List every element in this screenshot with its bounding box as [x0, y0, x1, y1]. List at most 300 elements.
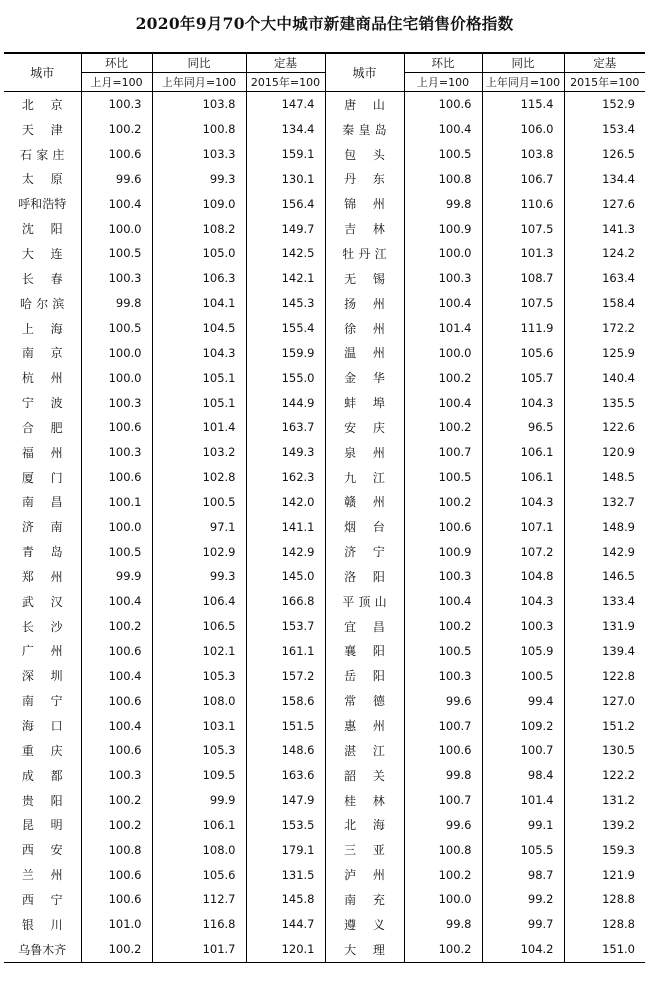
yoy-cell: 100.8: [152, 117, 246, 142]
fixed-base-cell: 153.5: [246, 812, 325, 837]
city-name: 湛江: [344, 743, 402, 758]
yoy-cell: 104.8: [482, 564, 564, 589]
fixed-base-cell: 179.1: [246, 837, 325, 862]
mom-cell: 99.8: [404, 763, 482, 788]
fixed-base-cell: 144.9: [246, 390, 325, 415]
city-cell: [325, 390, 404, 415]
yoy-cell: 97.1: [152, 514, 246, 539]
city-name: 南昌: [21, 495, 80, 510]
yoy-cell: 104.3: [152, 340, 246, 365]
city-name: 深圳: [21, 669, 80, 684]
city-name: 西安: [21, 843, 80, 858]
city-cell: [4, 912, 81, 937]
mom-cell: 99.6: [81, 167, 152, 192]
city-name: 烟台: [344, 520, 402, 535]
mom-cell: 100.8: [81, 837, 152, 862]
mom-cell: 100.9: [404, 539, 482, 564]
city-name: 郑州: [21, 569, 80, 584]
yoy-cell: 98.4: [482, 763, 564, 788]
mom-cell: 100.3: [81, 763, 152, 788]
city-cell: [325, 266, 404, 291]
mom-cell: 100.4: [81, 191, 152, 216]
mom-cell: 100.5: [404, 465, 482, 490]
city-column-header-2: 城市: [325, 53, 404, 92]
yoy-cell: 101.3: [482, 241, 564, 266]
city-cell: [4, 713, 81, 738]
city-name: 南充: [344, 892, 402, 907]
city-name: 太原: [21, 172, 80, 187]
fixed-base-cell: 131.9: [564, 614, 645, 639]
mom-cell: 100.6: [81, 465, 152, 490]
city-cell: [4, 440, 81, 465]
city-cell: [325, 465, 404, 490]
yoy-cell: 112.7: [152, 887, 246, 912]
yoy-cell: 105.5: [482, 837, 564, 862]
fixed-base-cell: 120.1: [246, 937, 325, 962]
fixed-base-cell: 141.3: [564, 216, 645, 241]
table-row: [4, 316, 645, 341]
yoy-cell: 115.4: [482, 92, 564, 117]
city-name: 吉林: [344, 222, 402, 237]
fixed-base-cell: 140.4: [564, 365, 645, 390]
table-row: [4, 514, 645, 539]
city-name: 扬州: [344, 296, 402, 311]
yoy-cell: 109.5: [152, 763, 246, 788]
fixed-base-cell: 153.4: [564, 117, 645, 142]
mom-cell: 100.2: [404, 415, 482, 440]
city-name: 韶关: [344, 768, 402, 783]
table-row: [4, 415, 645, 440]
fixed-base-cell: 142.1: [246, 266, 325, 291]
yoy-cell: 104.3: [482, 390, 564, 415]
yoy-cell: 109.0: [152, 191, 246, 216]
yoy-cell: 107.2: [482, 539, 564, 564]
fixed-base-cell: 158.4: [564, 291, 645, 316]
table-row: [4, 663, 645, 688]
fixed-base-cell: 131.2: [564, 788, 645, 813]
mom-cell: 100.4: [404, 291, 482, 316]
yoy-cell: 111.9: [482, 316, 564, 341]
fixed-base-cell: 148.9: [564, 514, 645, 539]
city-name: 贵阳: [21, 793, 80, 808]
city-cell: [325, 539, 404, 564]
mom-cell: 100.4: [404, 589, 482, 614]
yoy-cell: 105.1: [152, 365, 246, 390]
yoy-cell: 108.7: [482, 266, 564, 291]
yoy-cell: 105.6: [152, 862, 246, 887]
city-cell: [325, 365, 404, 390]
city-cell: [325, 340, 404, 365]
mom-cell: 100.4: [81, 589, 152, 614]
mom-cell: 100.4: [81, 663, 152, 688]
city-cell: [4, 614, 81, 639]
mom-cell: 100.0: [81, 514, 152, 539]
mom-cell: 100.8: [404, 837, 482, 862]
table-row: [4, 291, 645, 316]
table-row: [4, 738, 645, 763]
mom-cell: 100.5: [404, 142, 482, 167]
city-cell: [325, 663, 404, 688]
mom-cell: 100.3: [81, 92, 152, 117]
city-cell: [4, 117, 81, 142]
city-cell: [325, 142, 404, 167]
city-cell: [325, 316, 404, 341]
city-cell: [4, 216, 81, 241]
fixed-base-cell: 126.5: [564, 142, 645, 167]
yoy-cell: 105.9: [482, 639, 564, 664]
yoy-cell: 102.1: [152, 639, 246, 664]
city-cell: [4, 92, 81, 117]
city-column-header: 城市: [4, 53, 81, 92]
fixed-base-cell: 120.9: [564, 440, 645, 465]
table-row: [4, 340, 645, 365]
yoy-cell: 99.9: [152, 788, 246, 813]
city-cell: [4, 663, 81, 688]
fixed-base-cell: 144.7: [246, 912, 325, 937]
mom-cell: 100.7: [404, 713, 482, 738]
city-cell: [325, 862, 404, 887]
mom-base-subheader: 上月=100: [81, 73, 152, 92]
mom-cell: 100.5: [81, 316, 152, 341]
fixed-base-cell: 146.5: [564, 564, 645, 589]
city-cell: [4, 191, 81, 216]
yoy-cell: 101.7: [152, 937, 246, 962]
table-row: [4, 589, 645, 614]
fixed-base-cell: 122.6: [564, 415, 645, 440]
city-cell: [325, 887, 404, 912]
yoy-cell: 99.3: [152, 564, 246, 589]
fixed-base-cell: 125.9: [564, 340, 645, 365]
fixed-base-cell: 159.9: [246, 340, 325, 365]
yoy-cell: 103.8: [482, 142, 564, 167]
table-row: [4, 564, 645, 589]
fixed-base-cell: 163.6: [246, 763, 325, 788]
city-name: 惠州: [344, 719, 402, 734]
fixed-base-cell: 149.3: [246, 440, 325, 465]
mom-cell: 99.6: [404, 688, 482, 713]
city-name: 北京: [21, 97, 80, 112]
city-cell: [4, 241, 81, 266]
city-cell: [325, 92, 404, 117]
city-name: 乌鲁木齐: [18, 942, 67, 957]
fixed-base-cell: 122.2: [564, 763, 645, 788]
city-name: 徐州: [344, 321, 402, 336]
yoy-cell: 109.2: [482, 713, 564, 738]
fixed-base-column-header-2: 定基: [564, 53, 645, 73]
fixed-base-cell: 155.0: [246, 365, 325, 390]
mom-cell: 100.2: [81, 614, 152, 639]
city-cell: [4, 812, 81, 837]
city-cell: [4, 266, 81, 291]
mom-cell: 100.4: [404, 390, 482, 415]
fixed-base-cell: 156.4: [246, 191, 325, 216]
city-cell: [325, 440, 404, 465]
city-name: 平顶山: [342, 594, 391, 609]
yoy-cell: 110.6: [482, 191, 564, 216]
city-cell: [325, 788, 404, 813]
mom-cell: 100.3: [81, 440, 152, 465]
yoy-cell: 103.3: [152, 142, 246, 167]
city-cell: [4, 142, 81, 167]
city-name: 哈尔滨: [20, 296, 69, 311]
city-name: 重庆: [21, 743, 80, 758]
yoy-cell: 106.5: [152, 614, 246, 639]
fixed-base-cell: 128.8: [564, 887, 645, 912]
city-name: 合肥: [21, 420, 80, 435]
fixed-base-subheader-2: 2015年=100: [564, 73, 645, 92]
table-row: [4, 614, 645, 639]
city-cell: [4, 937, 81, 962]
city-name: 宁波: [21, 396, 80, 411]
table-row: [4, 539, 645, 564]
yoy-cell: 106.1: [152, 812, 246, 837]
yoy-cell: 105.3: [152, 663, 246, 688]
city-cell: [4, 316, 81, 341]
fixed-base-cell: 161.1: [246, 639, 325, 664]
city-cell: [325, 837, 404, 862]
mom-cell: 100.3: [404, 564, 482, 589]
city-name: 杭州: [21, 371, 80, 386]
city-cell: [325, 614, 404, 639]
table-row: [4, 465, 645, 490]
city-name: 九江: [344, 470, 402, 485]
city-cell: [325, 564, 404, 589]
fixed-base-cell: 127.6: [564, 191, 645, 216]
page-title: 2020年9月70个大中城市新建商品住宅销售价格指数: [135, 14, 514, 33]
yoy-cell: 108.2: [152, 216, 246, 241]
city-cell: [325, 291, 404, 316]
fixed-base-cell: 162.3: [246, 465, 325, 490]
yoy-cell: 107.5: [482, 291, 564, 316]
yoy-cell: 101.4: [152, 415, 246, 440]
city-cell: [4, 688, 81, 713]
city-cell: [4, 862, 81, 887]
fixed-base-cell: 142.5: [246, 241, 325, 266]
city-cell: [325, 912, 404, 937]
city-name: 宜昌: [344, 619, 402, 634]
yoy-cell: 96.5: [482, 415, 564, 440]
city-name: 岳阳: [344, 669, 402, 684]
yoy-cell: 104.1: [152, 291, 246, 316]
table-row: [4, 887, 645, 912]
city-cell: [325, 713, 404, 738]
yoy-base-subheader: 上年同月=100: [152, 73, 246, 92]
fixed-base-cell: 142.9: [564, 539, 645, 564]
city-name: 济宁: [344, 545, 402, 560]
table-row: [4, 117, 645, 142]
fixed-base-cell: 145.3: [246, 291, 325, 316]
city-name: 广州: [21, 644, 80, 659]
fixed-base-cell: 139.4: [564, 639, 645, 664]
city-cell: [325, 812, 404, 837]
mom-cell: 100.0: [404, 887, 482, 912]
mom-cell: 99.8: [404, 191, 482, 216]
city-name: 厦门: [21, 470, 80, 485]
city-name: 南宁: [21, 694, 80, 709]
city-cell: [325, 589, 404, 614]
table-row: [4, 837, 645, 862]
fixed-base-cell: 163.7: [246, 415, 325, 440]
mom-cell: 101.0: [81, 912, 152, 937]
fixed-base-cell: 134.4: [564, 167, 645, 192]
yoy-cell: 102.8: [152, 465, 246, 490]
yoy-cell: 116.8: [152, 912, 246, 937]
fixed-base-cell: 141.1: [246, 514, 325, 539]
yoy-cell: 105.3: [152, 738, 246, 763]
fixed-base-subheader: 2015年=100: [246, 73, 325, 92]
yoy-cell: 105.1: [152, 390, 246, 415]
yoy-cell: 108.0: [152, 837, 246, 862]
city-name: 洛阳: [344, 569, 402, 584]
mom-cell: 99.8: [81, 291, 152, 316]
mom-cell: 100.5: [81, 539, 152, 564]
yoy-cell: 106.1: [482, 465, 564, 490]
city-cell: [325, 241, 404, 266]
yoy-cell: 99.7: [482, 912, 564, 937]
table-row: [4, 191, 645, 216]
city-cell: [4, 887, 81, 912]
mom-cell: 100.6: [81, 887, 152, 912]
city-name: 大理: [344, 942, 402, 957]
city-name: 秦皇岛: [342, 122, 391, 137]
city-name: 呼和浩特: [18, 197, 67, 212]
yoy-cell: 105.7: [482, 365, 564, 390]
yoy-cell: 106.1: [482, 440, 564, 465]
mom-cell: 100.2: [404, 365, 482, 390]
yoy-cell: 103.2: [152, 440, 246, 465]
yoy-column-header-2: 同比: [482, 53, 564, 73]
city-name: 沈阳: [21, 222, 80, 237]
mom-cell: 100.0: [404, 340, 482, 365]
city-cell: [325, 763, 404, 788]
fixed-base-cell: 163.4: [564, 266, 645, 291]
yoy-cell: 106.7: [482, 167, 564, 192]
mom-cell: 100.5: [81, 241, 152, 266]
city-name: 银川: [21, 917, 80, 932]
city-name: 温州: [344, 346, 402, 361]
fixed-base-cell: 148.6: [246, 738, 325, 763]
mom-cell: 100.6: [81, 415, 152, 440]
city-cell: [4, 738, 81, 763]
fixed-base-cell: 130.1: [246, 167, 325, 192]
city-name: 蚌埠: [344, 396, 402, 411]
yoy-cell: 100.7: [482, 738, 564, 763]
city-name: 福州: [21, 445, 80, 460]
city-cell: [4, 167, 81, 192]
city-name: 牡丹江: [342, 246, 391, 261]
yoy-column-header: 同比: [152, 53, 246, 73]
city-cell: [4, 490, 81, 515]
city-cell: [325, 738, 404, 763]
table-row: [4, 937, 645, 962]
mom-cell: 100.0: [81, 340, 152, 365]
city-name: 上海: [21, 321, 80, 336]
fixed-base-cell: 159.1: [246, 142, 325, 167]
yoy-cell: 107.1: [482, 514, 564, 539]
city-name: 遵义: [344, 917, 402, 932]
city-cell: [325, 415, 404, 440]
yoy-cell: 104.3: [482, 490, 564, 515]
city-cell: [325, 216, 404, 241]
fixed-base-cell: 172.2: [564, 316, 645, 341]
yoy-cell: 103.1: [152, 713, 246, 738]
fixed-base-cell: 139.2: [564, 812, 645, 837]
mom-column-header: 环比: [81, 53, 152, 73]
city-name: 西宁: [21, 892, 80, 907]
fixed-base-cell: 157.2: [246, 663, 325, 688]
yoy-cell: 103.8: [152, 92, 246, 117]
mom-cell: 100.5: [404, 639, 482, 664]
table-row: [4, 688, 645, 713]
mom-cell: 100.6: [81, 862, 152, 887]
fixed-base-cell: 132.7: [564, 490, 645, 515]
yoy-cell: 101.4: [482, 788, 564, 813]
city-name: 赣州: [344, 495, 402, 510]
yoy-cell: 100.3: [482, 614, 564, 639]
yoy-cell: 104.5: [152, 316, 246, 341]
fixed-base-cell: 151.2: [564, 713, 645, 738]
city-name: 昆明: [21, 818, 80, 833]
table-row: [4, 266, 645, 291]
fixed-base-cell: 145.0: [246, 564, 325, 589]
mom-cell: 100.4: [404, 117, 482, 142]
fixed-base-cell: 142.9: [246, 539, 325, 564]
city-cell: [4, 763, 81, 788]
table-row: [4, 365, 645, 390]
city-name: 丹东: [344, 172, 402, 187]
mom-cell: 100.2: [81, 117, 152, 142]
yoy-cell: 105.6: [482, 340, 564, 365]
city-cell: [4, 291, 81, 316]
table-row: [4, 490, 645, 515]
yoy-cell: 106.4: [152, 589, 246, 614]
city-name: 北海: [344, 818, 402, 833]
city-cell: [4, 390, 81, 415]
mom-cell: 100.2: [404, 614, 482, 639]
mom-cell: 100.1: [81, 490, 152, 515]
city-cell: [4, 340, 81, 365]
city-name: 唐山: [344, 97, 402, 112]
mom-cell: 100.0: [81, 216, 152, 241]
city-cell: [4, 837, 81, 862]
table-row: [4, 92, 645, 117]
city-cell: [325, 167, 404, 192]
price-index-table: [4, 52, 645, 963]
mom-column-header-2: 环比: [404, 53, 482, 73]
table-body: [4, 92, 645, 963]
mom-cell: 99.8: [404, 912, 482, 937]
yoy-cell: 102.9: [152, 539, 246, 564]
city-cell: [4, 365, 81, 390]
city-name: 常德: [344, 694, 402, 709]
mom-cell: 100.3: [404, 266, 482, 291]
yoy-cell: 99.2: [482, 887, 564, 912]
city-name: 桂林: [344, 793, 402, 808]
mom-cell: 100.9: [404, 216, 482, 241]
city-cell: [325, 191, 404, 216]
table-row: [4, 440, 645, 465]
yoy-cell: 107.5: [482, 216, 564, 241]
city-cell: [4, 465, 81, 490]
mom-cell: 100.8: [404, 167, 482, 192]
city-name: 包头: [344, 147, 402, 162]
yoy-cell: 106.0: [482, 117, 564, 142]
city-name: 长沙: [21, 619, 80, 634]
city-cell: [325, 514, 404, 539]
yoy-cell: 100.5: [482, 663, 564, 688]
yoy-cell: 108.0: [152, 688, 246, 713]
mom-cell: 100.2: [404, 937, 482, 962]
